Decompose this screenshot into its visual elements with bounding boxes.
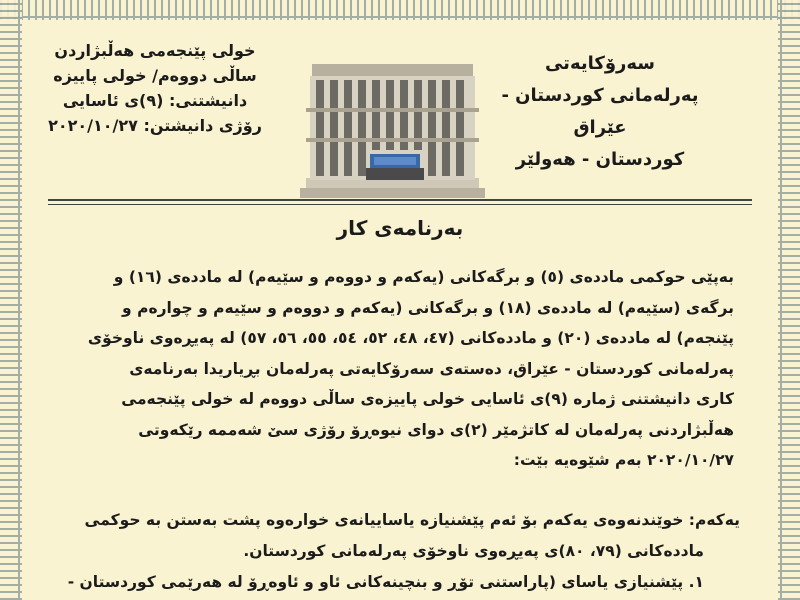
preamble-line: برگەی (سێیەم) لە ماددەی (١٨) و برگەکانی (یەکەم و دووەم و سێیەم و چوارەم و bbox=[122, 298, 734, 317]
agenda-item-first-continuation: ماددەکانی (٧٩، ٨٠)ی پەیڕەوی ناوخۆی پەرلەمانی کوردستان. bbox=[243, 542, 704, 560]
session-year: ساڵی دووەم/ خولی پاییزە bbox=[53, 66, 257, 85]
header-location: کوردستان - هەولێر bbox=[515, 149, 685, 170]
session-date bbox=[30, 113, 280, 138]
preamble-line: پەرلەمانی کوردستان - عێراق، دەستەی سەرۆکایەتی پەرلەمان بڕیاریدا بەرنامەی bbox=[129, 359, 734, 378]
preamble-line: بەپێی حوکمی ماددەی (٥) و برگەکانی (یەکەم و دووەم و سێیەم) لە ماددەی (١٦) و bbox=[113, 268, 734, 286]
preamble-line: پێنجەم) لە ماددەی (٢٠) و ماددەکانی (٤٧، ٤٨، ٥٢، ٥٤، ٥٥، ٥٦، ٥٧) لە پەیڕەوی ناوخۆی bbox=[87, 329, 734, 347]
header-divider bbox=[48, 199, 752, 201]
agenda-item-first-label: یەکەم: bbox=[688, 511, 740, 529]
preamble-line: هەڵبژاردنی پەرلەمان لە کاتژمێر (٢)ی دوای نیوەڕۆ رۆژی سێ شەممە رێکەوتی bbox=[138, 420, 734, 439]
decorative-border-top bbox=[0, 0, 800, 20]
session-date-value: ٢٠٢٠/١٠/٢٧ bbox=[48, 116, 138, 135]
session-number: دانیشتنی: (٩)ی ئاسایی bbox=[62, 91, 248, 110]
agenda-item-first-text: خوێندنەوەی یەکەم بۆ ئەم پێشنیازە یاساییانەی خوارەوە پشت بەستن بە حوکمی bbox=[84, 511, 684, 529]
agenda-subitem-1: ١. پێشنیازی یاسای (پاراستنی تۆڕ و بنچینەکانی ئاو و ئاوەڕۆ لە هەرێمی کوردستان - bbox=[67, 573, 704, 591]
header-session-info bbox=[30, 38, 280, 138]
header-presidency: سەرۆکایەتی bbox=[544, 53, 656, 74]
header-divider-thin bbox=[48, 204, 752, 205]
agenda-items bbox=[60, 505, 740, 598]
header-parliament: پەرلەمانی کوردستان - عێراق bbox=[501, 85, 699, 138]
agenda-item-first bbox=[60, 505, 740, 536]
preamble-line: ٢٠٢٠/١٠/٢٧ بەم شێوەیە بێت: bbox=[513, 451, 734, 469]
parliament-building-image bbox=[300, 58, 485, 198]
agenda-preamble bbox=[78, 262, 734, 476]
decorative-border-right bbox=[778, 0, 800, 600]
header-institution bbox=[480, 48, 720, 176]
session-date-label: رۆژی دانیشتن: bbox=[143, 116, 262, 135]
document-title: بەرنامەی کار bbox=[336, 216, 464, 240]
electoral-term: خولی پێنجەمی هەڵبژاردن bbox=[54, 41, 256, 60]
decorative-border-left bbox=[0, 0, 22, 600]
preamble-line: کاری دانیشتنی ژمارە (٩)ی ئاسایی خولی پاییزەی ساڵی دووەم لە خولی پێنجەمی bbox=[121, 390, 734, 408]
